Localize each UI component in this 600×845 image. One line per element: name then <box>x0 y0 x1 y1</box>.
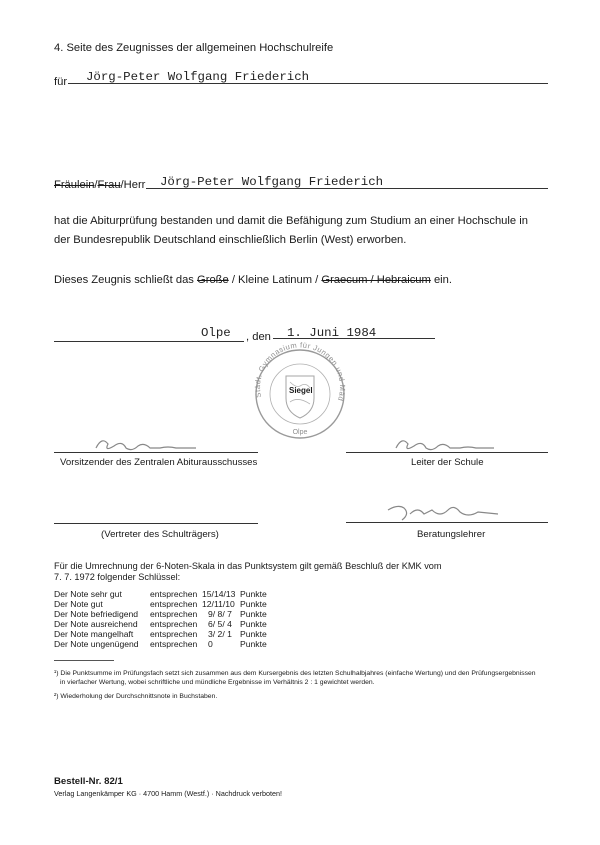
place: Olpe <box>201 326 231 340</box>
salutation-sep1: / <box>94 179 98 191</box>
salutation-fraeulein: Fräulein <box>54 179 95 191</box>
grade-unit: Punkte <box>240 609 267 619</box>
grade-unit: Punkte <box>240 589 267 599</box>
conversion-intro-2: 7. 7. 1972 folgender Schlüssel: <box>54 572 181 582</box>
seal-stamp-graphic <box>240 342 360 450</box>
svg-text:Städt. Gymnasium für Jungen un: Städt. Gymnasium für Jungen und Mäd <box>252 342 348 403</box>
order-number: Bestell-Nr. 82/1 <box>54 776 123 787</box>
salutation-frau: Frau <box>97 179 121 191</box>
grade-verb: entsprechen <box>150 599 198 609</box>
representative-signature-line <box>54 523 258 524</box>
grade-points: 12/11/10 <box>202 599 235 609</box>
grade-unit: Punkte <box>240 629 267 639</box>
grade-name: Der Note befriedigend <box>54 609 139 619</box>
grade-points: 15/14/13 <box>202 589 236 599</box>
grade-verb: entsprechen <box>150 629 198 639</box>
representative-caption: (Vertreter des Schulträgers) <box>101 529 219 540</box>
statement-line-1: hat die Abiturprüfung bestanden und damit die Befähigung zum Studium an einer Hochschule in <box>54 215 528 227</box>
chairman-caption: Vorsitzender des Zentralen Abiturausschusses <box>60 457 258 468</box>
date: 1. Juni 1984 <box>287 326 377 340</box>
counselor-caption: Beratungslehrer <box>417 529 486 540</box>
date-separator: , den <box>246 331 271 343</box>
for-underline <box>68 83 548 84</box>
grade-name: Der Note ungenügend <box>54 639 139 649</box>
headmaster-caption: Leiter der Schule <box>411 457 484 468</box>
grade-verb: entsprechen <box>150 589 198 599</box>
statement-line-2: der Bundesrepublik Deutschland einschließlich Berlin (West) erworben. <box>54 234 407 246</box>
latinum-graecum-hebraicum: Graecum / Hebraicum <box>321 274 431 286</box>
salutation-name: Jörg-Peter Wolfgang Friederich <box>160 175 384 189</box>
salutation-herr: Herr <box>123 179 146 191</box>
for-label: für <box>54 76 68 88</box>
grade-points: 3/ 2/ 1 <box>208 629 232 639</box>
footnote-divider <box>54 660 114 661</box>
grade-name: Der Note mangelhaft <box>54 629 134 639</box>
date-underline <box>273 338 435 339</box>
grade-points: 6/ 5/ 4 <box>208 619 232 629</box>
grade-points: 0 <box>208 639 213 649</box>
grade-name: Der Note ausreichend <box>54 619 138 629</box>
place-underline <box>54 341 244 342</box>
salutation <box>54 179 145 192</box>
latinum-line <box>54 274 452 287</box>
chairman-signature-line <box>54 452 258 453</box>
svg-text:Olpe: Olpe <box>292 429 308 436</box>
seal-label: Siegel <box>289 386 313 395</box>
grade-unit: Punkte <box>240 599 267 609</box>
grade-verb: entsprechen <box>150 619 198 629</box>
signature-counselor <box>384 500 504 531</box>
grade-name: Der Note gut <box>54 599 103 609</box>
latinum-suffix: ein. <box>430 274 452 286</box>
grade-verb: entsprechen <box>150 609 198 619</box>
grade-unit: Punkte <box>240 619 267 629</box>
footnote-1-line-1: ¹) Die Punktsumme im Prüfungsfach setzt sich zusammen aus dem Kursergebnis des letzten Schulhalbjahres (einfache Wertung) und den Prüfungsergebnissen <box>54 670 536 677</box>
official-seal <box>240 342 360 450</box>
footnote-2: ²) Wiederholung der Durchschnittsnote in Buchstaben. <box>54 693 218 700</box>
counselor-signature-line <box>346 522 548 523</box>
grade-name: Der Note sehr gut <box>54 589 122 599</box>
grade-points: 9/ 8/ 7 <box>208 609 232 619</box>
grade-verb: entsprechen <box>150 639 198 649</box>
page-title: 4. Seite des Zeugnisses der allgemeinen Hochschulreife <box>54 42 334 54</box>
publisher-imprint: Verlag Langenkämper KG · 4700 Hamm (Westf.) · Nachdruck verboten! <box>54 789 282 798</box>
salutation-sep2: / <box>120 179 124 191</box>
latinum-grosse: Große <box>197 274 229 286</box>
salutation-underline <box>146 188 548 189</box>
for-name: Jörg-Peter Wolfgang Friederich <box>86 70 310 84</box>
conversion-intro-1: Für die Umrechnung der 6-Noten-Skala in das Punktsystem gilt gemäß Beschluß der KMK vom <box>54 561 442 571</box>
latinum-prefix: Dieses Zeugnis schließt das <box>54 274 198 286</box>
footnote-1-line-2: in vierfacher Wertung, wobei schriftliche und mündliche Ergebnisse im Verhältnis 2 : 1 gewichtet werden. <box>60 679 375 686</box>
latinum-middle: / Kleine Latinum / <box>228 274 322 286</box>
grade-unit: Punkte <box>240 639 267 649</box>
headmaster-signature-line <box>346 452 548 453</box>
